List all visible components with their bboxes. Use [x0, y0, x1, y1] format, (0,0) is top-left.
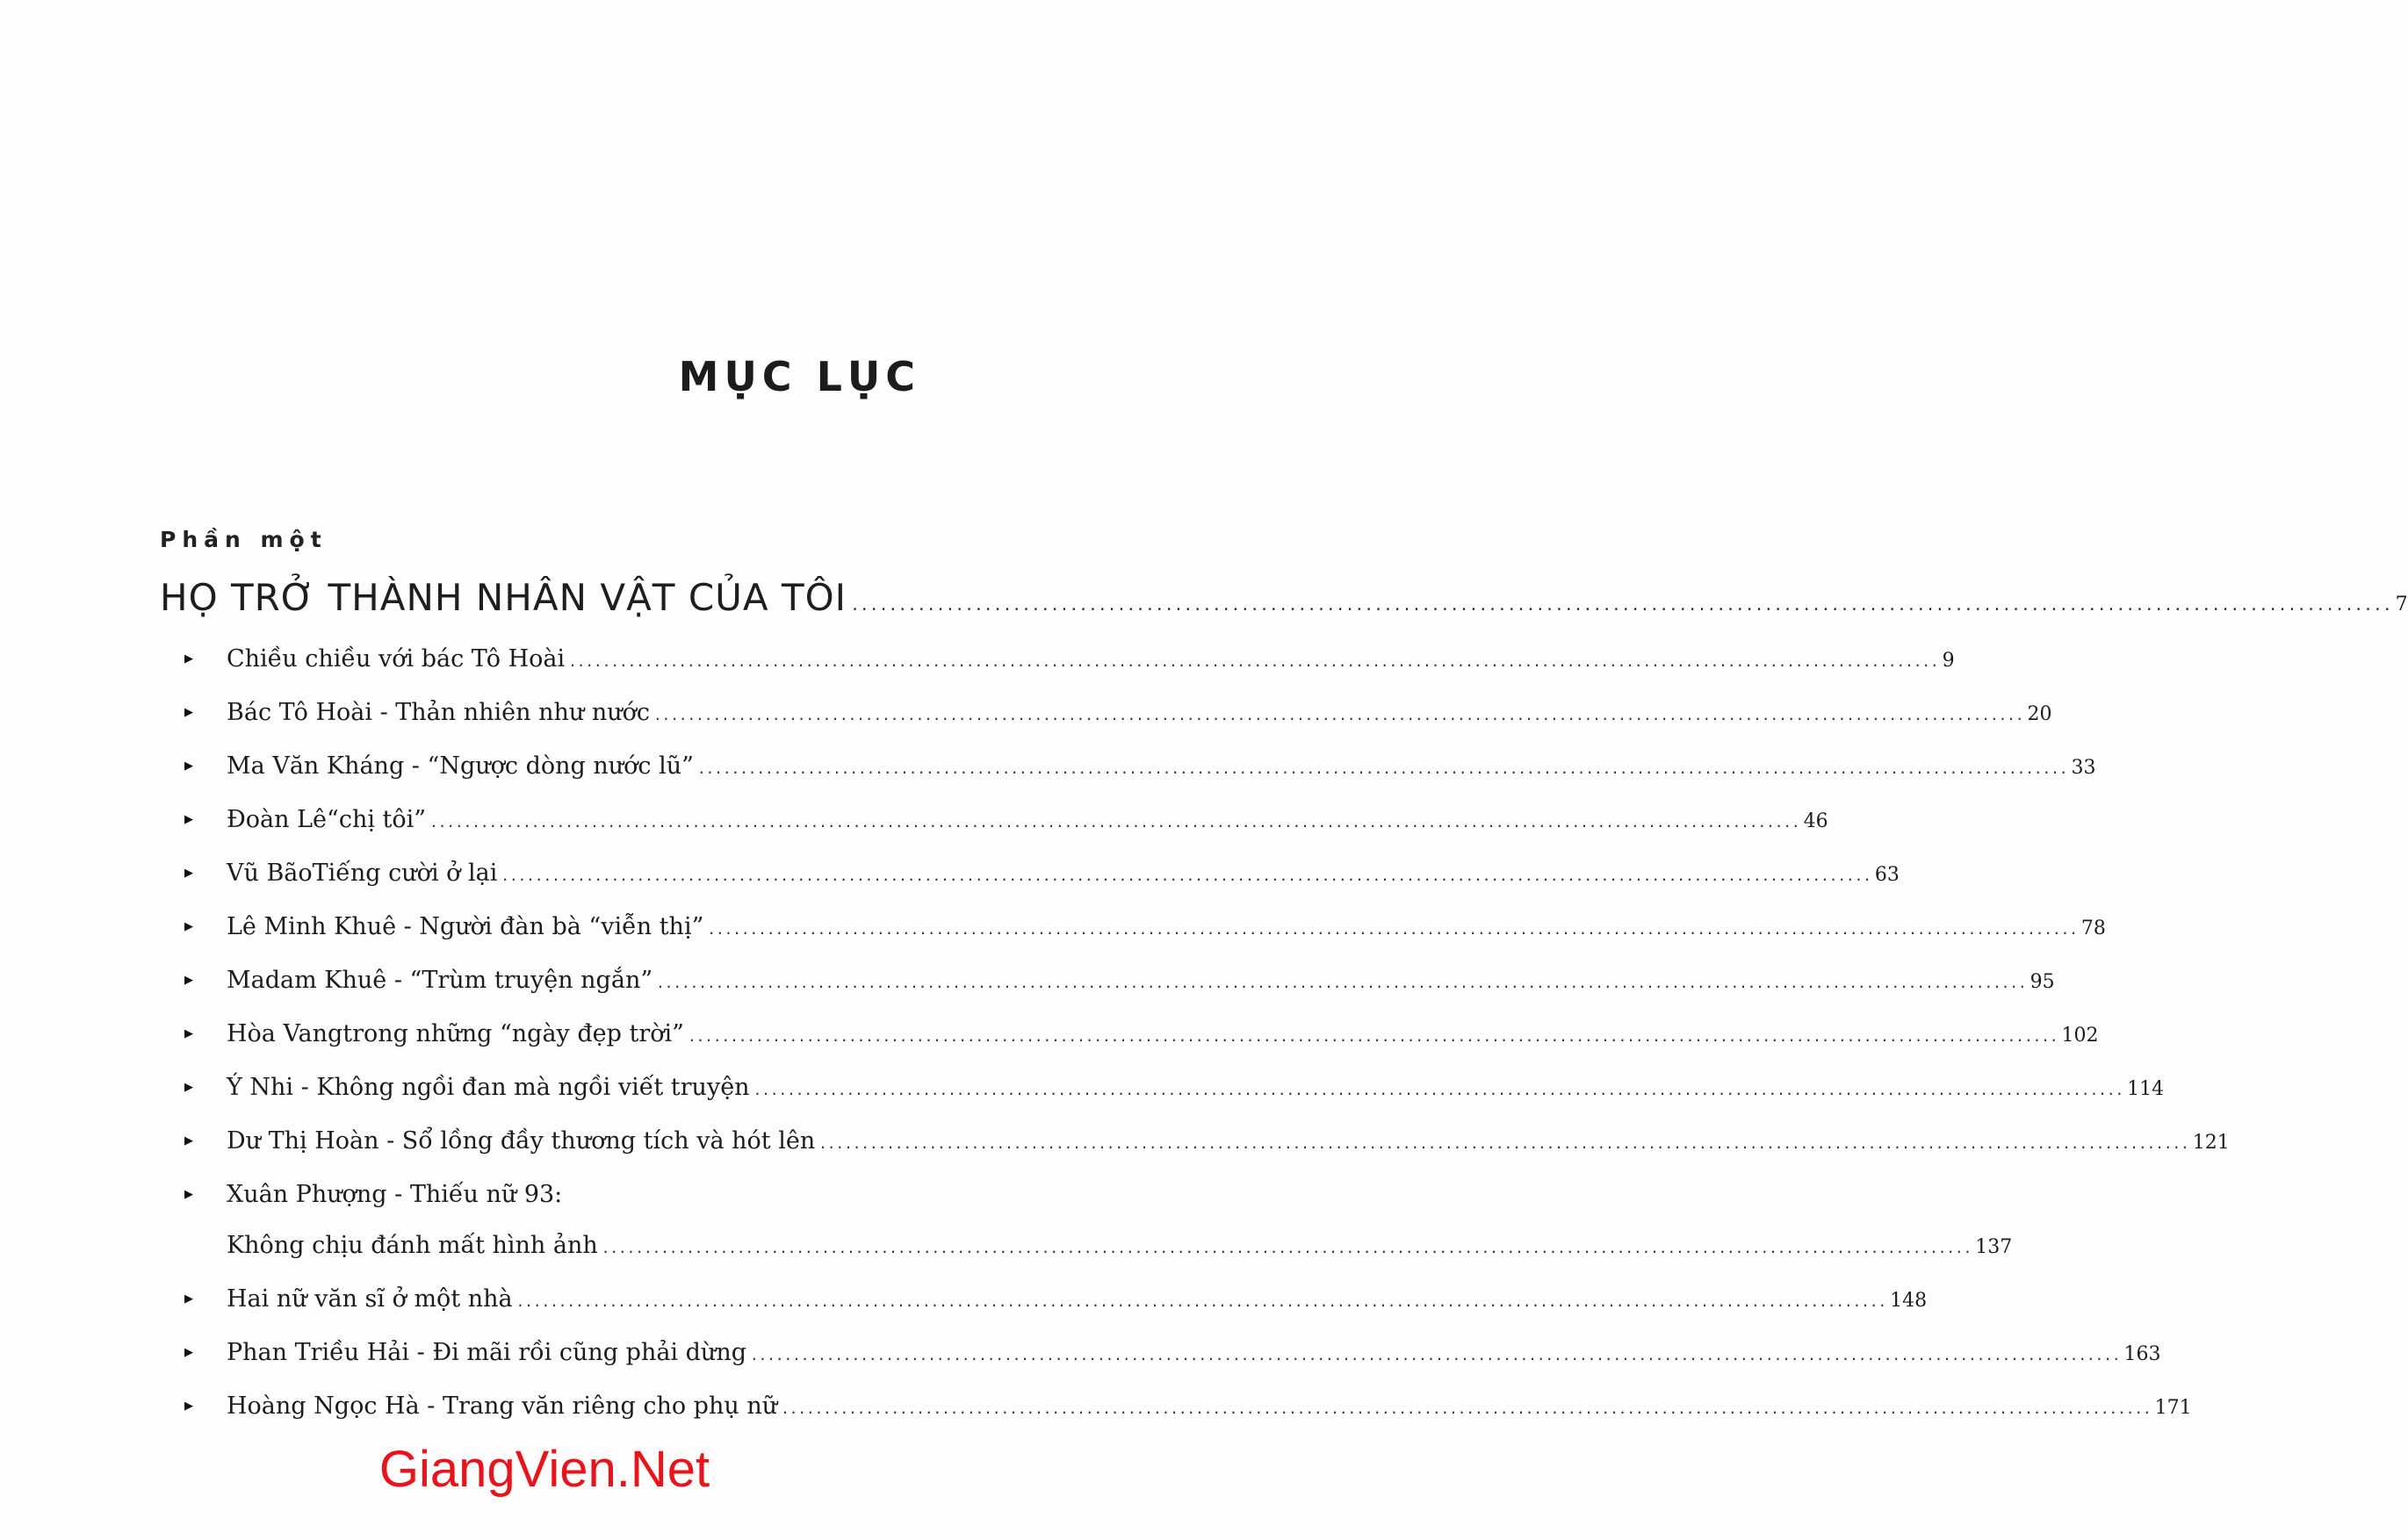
dot-leader: .................................................................................................................................................................. [753, 1082, 2124, 1098]
toc-entry[interactable] [184, 1116, 2230, 1169]
dot-leader: .................................................................................................................................................................. [568, 653, 1939, 670]
toc-entry[interactable] [184, 634, 1955, 687]
triangle-bullet-icon: ▶ [184, 1346, 193, 1359]
toc-entry-page: 20 [2027, 703, 2052, 725]
toc-entry[interactable] [184, 1169, 2013, 1274]
toc-entry-page: 148 [1890, 1290, 1928, 1312]
toc-entry-title: Đoàn Lê“chị tôi” [227, 806, 427, 833]
dot-leader: .................................................................................................................................................................. [707, 921, 2078, 938]
toc-entry-title: Chiều chiều với bác Tô Hoài [227, 645, 566, 673]
toc-entry-title: Ma Văn Kháng - “Ngược dòng nước lũ” [227, 752, 694, 780]
part-heading [160, 576, 2408, 619]
toc-entry-title: Ý Nhi - Không ngồi đan mà ngồi viết truyện [227, 1074, 750, 1101]
part-page-number: 7 [2395, 594, 2408, 615]
toc-entry[interactable] [184, 795, 1828, 848]
toc-entry[interactable] [184, 1062, 2165, 1116]
triangle-bullet-icon: ▶ [184, 867, 193, 880]
toc-entry[interactable] [184, 848, 1900, 902]
toc-entry[interactable] [184, 1274, 1928, 1328]
toc-entry-row [227, 741, 2096, 795]
toc-entry-row [227, 1116, 2230, 1169]
dot-leader: .................................................................................................................................................................. [818, 1135, 2189, 1152]
toc-entry-title: Bác Tô Hoài - Thản nhiên như nước [227, 699, 651, 726]
toc-entry-page: 33 [2071, 757, 2096, 779]
toc-entry-row [227, 1062, 2165, 1116]
toc-entry-page: 46 [1803, 810, 1828, 832]
dot-leader: .................................................................................................................................................................. [750, 1347, 2121, 1364]
triangle-bullet-icon: ▶ [184, 974, 193, 987]
watermark: GiangVien.Net [379, 1441, 710, 1498]
toc-entry-first-line: Xuân Phượng - Thiếu nữ 93: [227, 1181, 563, 1208]
triangle-bullet-icon: ▶ [184, 1188, 193, 1201]
toc-entry-title: Lê Minh Khuê - Người đàn bà “viễn thị” [227, 913, 704, 940]
toc-entry-page: 171 [2154, 1397, 2192, 1419]
dot-leader: .................................................................................................................................................................. [696, 760, 2068, 777]
toc-entry-row [227, 1274, 1928, 1328]
triangle-bullet-icon: ▶ [184, 1027, 193, 1040]
dot-leader: .................................................................................................................................................................. [501, 867, 1871, 884]
toc-entry[interactable] [184, 1328, 2161, 1381]
toc-entry-page: 78 [2080, 918, 2106, 939]
toc-entry[interactable] [184, 687, 2052, 741]
toc-entry-row [227, 1220, 2013, 1274]
triangle-bullet-icon: ▶ [184, 706, 193, 719]
dot-leader: .................................................................................................................................................................. [850, 596, 2392, 615]
toc-entry-title: Hoàng Ngọc Hà - Trang văn riêng cho phụ nữ [227, 1392, 778, 1420]
toc-entry[interactable] [184, 1381, 2192, 1435]
toc-entry-title: Phan Triều Hải - Đi mãi rồi cũng phải dừng [227, 1339, 746, 1366]
toc-entry[interactable] [184, 955, 2055, 1009]
toc-entry-row [227, 1328, 2161, 1381]
dot-leader: .................................................................................................................................................................. [601, 1240, 1972, 1256]
triangle-bullet-icon: ▶ [184, 920, 193, 933]
dot-leader: .................................................................................................................................................................. [656, 975, 2027, 991]
toc-entry-title: Hai nữ văn sĩ ở một nhà [227, 1285, 513, 1313]
dot-leader: .................................................................................................................................................................. [429, 814, 1800, 831]
dot-leader: .................................................................................................................................................................. [687, 1028, 2058, 1045]
dot-leader: .................................................................................................................................................................. [781, 1400, 2152, 1417]
toc-entry-title: Hòa Vangtrong những “ngày đẹp trời” [227, 1020, 684, 1047]
part-label: Phần một [160, 527, 328, 552]
triangle-bullet-icon: ▶ [184, 1081, 193, 1094]
toc-entry-title: Không chịu đánh mất hình ảnh [227, 1232, 598, 1259]
toc-entry-row [227, 634, 1955, 687]
toc-entry-page: 137 [1975, 1236, 2013, 1258]
toc-entry-row [227, 1381, 2192, 1435]
page-title: MỤC LỤC [678, 353, 920, 400]
toc-entry-page: 95 [2029, 971, 2055, 993]
toc-entry-page: 163 [2123, 1343, 2161, 1365]
toc-entry-page: 9 [1942, 650, 1955, 672]
toc-entry-row [227, 955, 2055, 1009]
toc-entry[interactable] [184, 902, 2106, 955]
toc-entry-title: Vũ BãoTiếng cười ở lại [227, 860, 498, 887]
toc-entry-row [227, 795, 1828, 848]
dot-leader: .................................................................................................................................................................. [653, 707, 2024, 723]
toc-entry[interactable] [184, 1009, 2099, 1062]
toc-entry-page: 102 [2061, 1025, 2099, 1047]
part-title: HỌ TRỞ THÀNH NHÂN VẬT CỦA TÔI [160, 576, 847, 619]
triangle-bullet-icon: ▶ [184, 1292, 193, 1306]
dot-leader: .................................................................................................................................................................. [515, 1293, 1887, 1310]
triangle-bullet-icon: ▶ [184, 759, 193, 773]
triangle-bullet-icon: ▶ [184, 1134, 193, 1148]
toc-entry-row [227, 1009, 2099, 1062]
toc-entry-row [227, 687, 2052, 741]
toc-entry-page: 114 [2127, 1078, 2165, 1100]
toc-entry-title: Madam Khuê - “Trùm truyện ngắn” [227, 967, 653, 994]
triangle-bullet-icon: ▶ [184, 652, 193, 666]
toc-entry-title: Dư Thị Hoàn - Sổ lồng đầy thương tích và hót lên [227, 1127, 816, 1155]
toc-entry[interactable] [184, 741, 2096, 795]
triangle-bullet-icon: ▶ [184, 813, 193, 826]
toc-entry-page: 121 [2192, 1132, 2230, 1154]
toc-entry-page: 63 [1874, 864, 1900, 886]
table-of-contents [184, 634, 2230, 1435]
toc-entry-row [227, 848, 1900, 902]
toc-entry-row [227, 902, 2106, 955]
triangle-bullet-icon: ▶ [184, 1400, 193, 1413]
